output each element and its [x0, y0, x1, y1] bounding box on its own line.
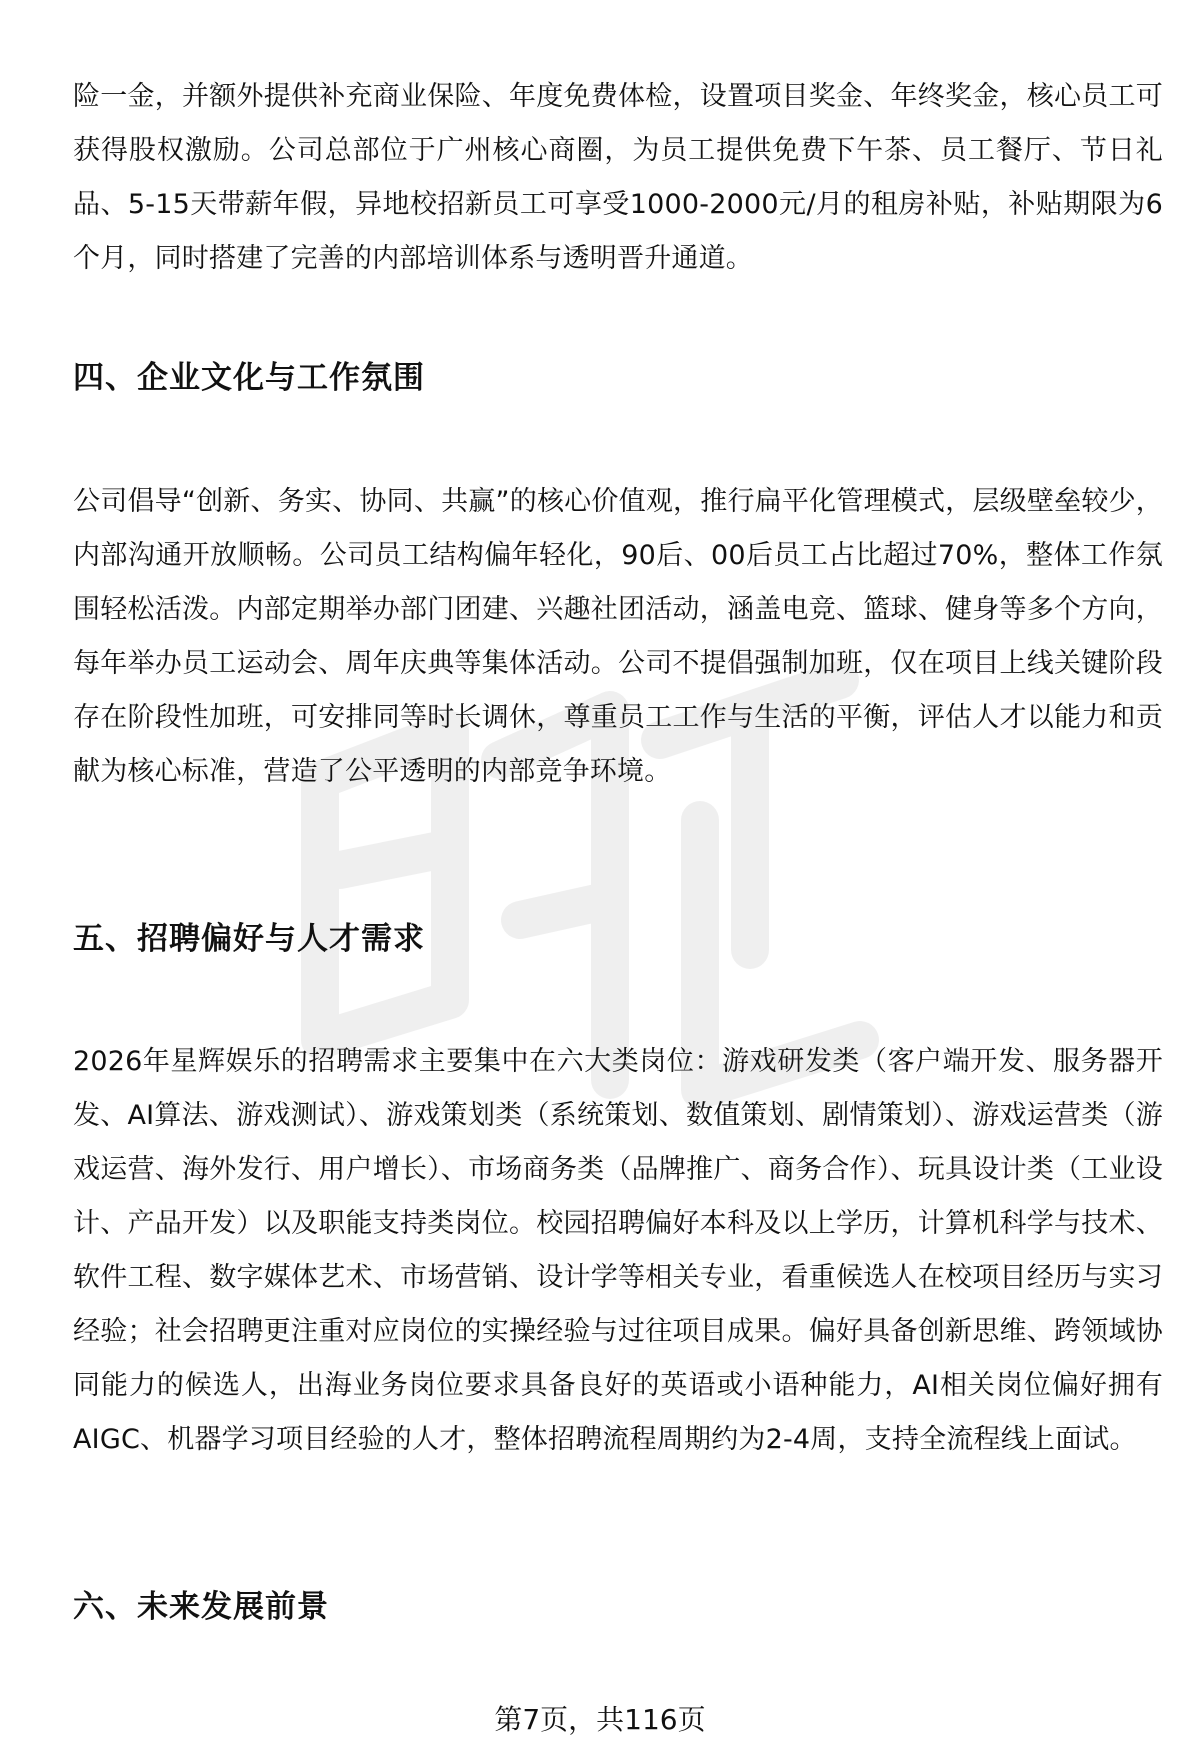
section-paragraph-recruitment: 2026年星辉娱乐的招聘需求主要集中在六大类岗位：游戏研发类（客户端开发、服务器开发、AI算法、游戏测试）、游戏策划类（系统策划、数值策划、剧情策划）、游戏运营类（游戏运营、海外发行、用户增长）、市场商务类（品牌推广、商务合作）、玩具设计类（工业设计、产品开发）以及职能支持类岗位。校园招聘偏好本科及以上学历，计算机科学与技术、软件工程、数字媒体艺术、市场营销、设计学等相关专业，看重候选人在校项目经历与实习经验；社会招聘更注重对应岗位的实操经验与过往项目成果。偏好具备创新思维、跨领域协同能力的候选人，出海业务岗位要求具备良好的英语或小语种能力，AI相关岗位偏好拥有AIGC、机器学习项目经验的人才，整体招聘流程周期约为2-4周，支持全流程线上面试。 [73, 1046, 1163, 1455]
section-heading-recruitment: 五、招聘偏好与人才需求 [73, 921, 425, 957]
section-heading-future: 六、未来发展前景 [73, 1589, 329, 1625]
section-paragraph-culture: 公司倡导“创新、务实、协同、共赢”的核心价值观，推行扁平化管理模式，层级壁垒较少，内部沟通开放顺畅。公司员工结构偏年轻化，90后、00后员工占比超过70%，整体工作氛围轻松活泼。内部定期举办部门团建、兴趣社团活动，涵盖电竞、篮球、健身等多个方向，每年举办员工运动会、周年庆典等集体活动。公司不提倡强制加班，仅在项目上线关键阶段存在阶段性加班，可安排同等时长调休，尊重员工工作与生活的平衡，评估人才以能力和贡献为核心标准，营造了公平透明的内部竞争环境。 [73, 486, 1163, 787]
page-number: 第7页，共116页 [494, 1703, 706, 1736]
intro-paragraph: 险一金，并额外提供补充商业保险、年度免费体检，设置项目奖金、年终奖金，核心员工可获得股权激励。公司总部位于广州核心商圈，为员工提供免费下午茶、员工餐厅、节日礼品、5-15天带薪年假，异地校招新员工可享受1000-2000元/月的租房补贴，补贴期限为6个月，同时搭建了完善的内部培训体系与透明晋升通道。 [73, 81, 1163, 274]
section-heading-culture: 四、企业文化与工作氛围 [73, 360, 425, 396]
